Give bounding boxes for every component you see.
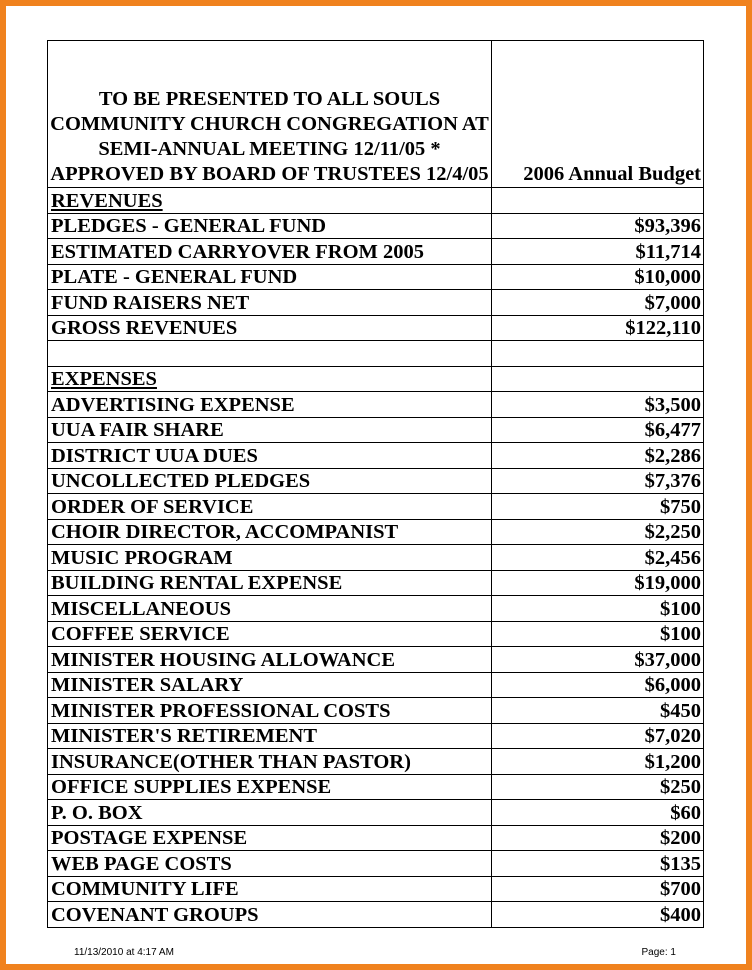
budget-table <box>47 40 704 928</box>
table-row <box>48 417 704 443</box>
empty-cell <box>492 366 704 392</box>
table-row <box>48 647 704 673</box>
revenues-heading <box>48 188 492 214</box>
table-row <box>48 443 704 469</box>
table-row <box>48 596 704 622</box>
line-item-amount: $2,286 <box>492 443 704 469</box>
line-item-amount: $3,500 <box>492 392 704 418</box>
gross-revenues-row <box>48 315 704 341</box>
line-item-label: UNCOLLECTED PLEDGES <box>48 468 492 494</box>
line-item-label: FUND RAISERS NET <box>48 290 492 316</box>
line-item-label: MISCELLANEOUS <box>48 596 492 622</box>
line-item-label: MUSIC PROGRAM <box>48 545 492 571</box>
expenses-section-row <box>48 366 704 392</box>
table-row <box>48 392 704 418</box>
line-item-label: DISTRICT UUA DUES <box>48 443 492 469</box>
table-row <box>48 264 704 290</box>
line-item-label: PLEDGES - GENERAL FUND <box>48 213 492 239</box>
line-item-amount: $11,714 <box>492 239 704 265</box>
table-row <box>48 672 704 698</box>
line-item-label: COFFEE SERVICE <box>48 621 492 647</box>
line-item-amount: $400 <box>492 902 704 928</box>
line-item-amount: $700 <box>492 876 704 902</box>
table-row <box>48 239 704 265</box>
line-item-label: ORDER OF SERVICE <box>48 494 492 520</box>
line-item-amount: $2,250 <box>492 519 704 545</box>
line-item-label: MINISTER PROFESSIONAL COSTS <box>48 698 492 724</box>
column-header-2006-budget: 2006 Annual Budget <box>492 41 704 188</box>
empty-cell <box>48 341 492 367</box>
blank-row <box>48 341 704 367</box>
line-item-amount: $60 <box>492 800 704 826</box>
table-row <box>48 519 704 545</box>
table-row <box>48 494 704 520</box>
line-item-label: POSTAGE EXPENSE <box>48 825 492 851</box>
document-title: TO BE PRESENTED TO ALL SOULS COMMUNITY CHURCH CONGREGATION AT SEMI-ANNUAL MEETING 12/11/05 * APPROVED BY BOARD OF TRUSTEES 12/4/05 <box>48 41 492 188</box>
table-row <box>48 468 704 494</box>
expenses-heading <box>48 366 492 392</box>
page-number: Page: 1 <box>641 947 676 958</box>
table-row <box>48 876 704 902</box>
line-item-label: PLATE - GENERAL FUND <box>48 264 492 290</box>
line-item-amount: $250 <box>492 774 704 800</box>
line-item-amount: $2,456 <box>492 545 704 571</box>
line-item-amount: $100 <box>492 596 704 622</box>
line-item-label: MINISTER'S RETIREMENT <box>48 723 492 749</box>
line-item-amount: $6,000 <box>492 672 704 698</box>
table-row <box>48 825 704 851</box>
line-item-label: WEB PAGE COSTS <box>48 851 492 877</box>
line-item-amount: $7,020 <box>492 723 704 749</box>
table-row <box>48 902 704 928</box>
line-item-amount: $200 <box>492 825 704 851</box>
print-timestamp: 11/13/2010 at 4:17 AM <box>74 947 174 958</box>
line-item-label: GROSS REVENUES <box>48 315 492 341</box>
line-item-amount: $10,000 <box>492 264 704 290</box>
line-item-label: CHOIR DIRECTOR, ACCOMPANIST <box>48 519 492 545</box>
table-row <box>48 723 704 749</box>
line-item-label: ESTIMATED CARRYOVER FROM 2005 <box>48 239 492 265</box>
line-item-amount: $100 <box>492 621 704 647</box>
line-item-amount: $450 <box>492 698 704 724</box>
table-row <box>48 621 704 647</box>
line-item-label: OFFICE SUPPLIES EXPENSE <box>48 774 492 800</box>
line-item-amount: $1,200 <box>492 749 704 775</box>
line-item-label: BUILDING RENTAL EXPENSE <box>48 570 492 596</box>
table-row <box>48 698 704 724</box>
line-item-amount: $93,396 <box>492 213 704 239</box>
line-item-amount: $7,376 <box>492 468 704 494</box>
line-item-label: UUA FAIR SHARE <box>48 417 492 443</box>
line-item-amount: $122,110 <box>492 315 704 341</box>
table-row <box>48 800 704 826</box>
line-item-amount: $37,000 <box>492 647 704 673</box>
line-item-amount: $19,000 <box>492 570 704 596</box>
table-row <box>48 290 704 316</box>
line-item-label: COVENANT GROUPS <box>48 902 492 928</box>
empty-cell <box>492 188 704 214</box>
line-item-amount: $6,477 <box>492 417 704 443</box>
line-item-amount: $7,000 <box>492 290 704 316</box>
line-item-amount: $135 <box>492 851 704 877</box>
table-row <box>48 851 704 877</box>
revenues-heading-label: REVENUES <box>51 189 163 212</box>
table-row <box>48 749 704 775</box>
table-row <box>48 545 704 571</box>
line-item-label: P. O. BOX <box>48 800 492 826</box>
spreadsheet-page <box>6 6 746 964</box>
table-row <box>48 213 704 239</box>
empty-cell <box>492 341 704 367</box>
line-item-label: COMMUNITY LIFE <box>48 876 492 902</box>
line-item-label: MINISTER HOUSING ALLOWANCE <box>48 647 492 673</box>
line-item-label: INSURANCE(OTHER THAN PASTOR) <box>48 749 492 775</box>
header-row <box>48 41 704 188</box>
line-item-label: MINISTER SALARY <box>48 672 492 698</box>
expenses-heading-label: EXPENSES <box>51 368 157 390</box>
table-row <box>48 570 704 596</box>
revenues-section-row <box>48 188 704 214</box>
table-row <box>48 774 704 800</box>
line-item-label: ADVERTISING EXPENSE <box>48 392 492 418</box>
line-item-amount: $750 <box>492 494 704 520</box>
